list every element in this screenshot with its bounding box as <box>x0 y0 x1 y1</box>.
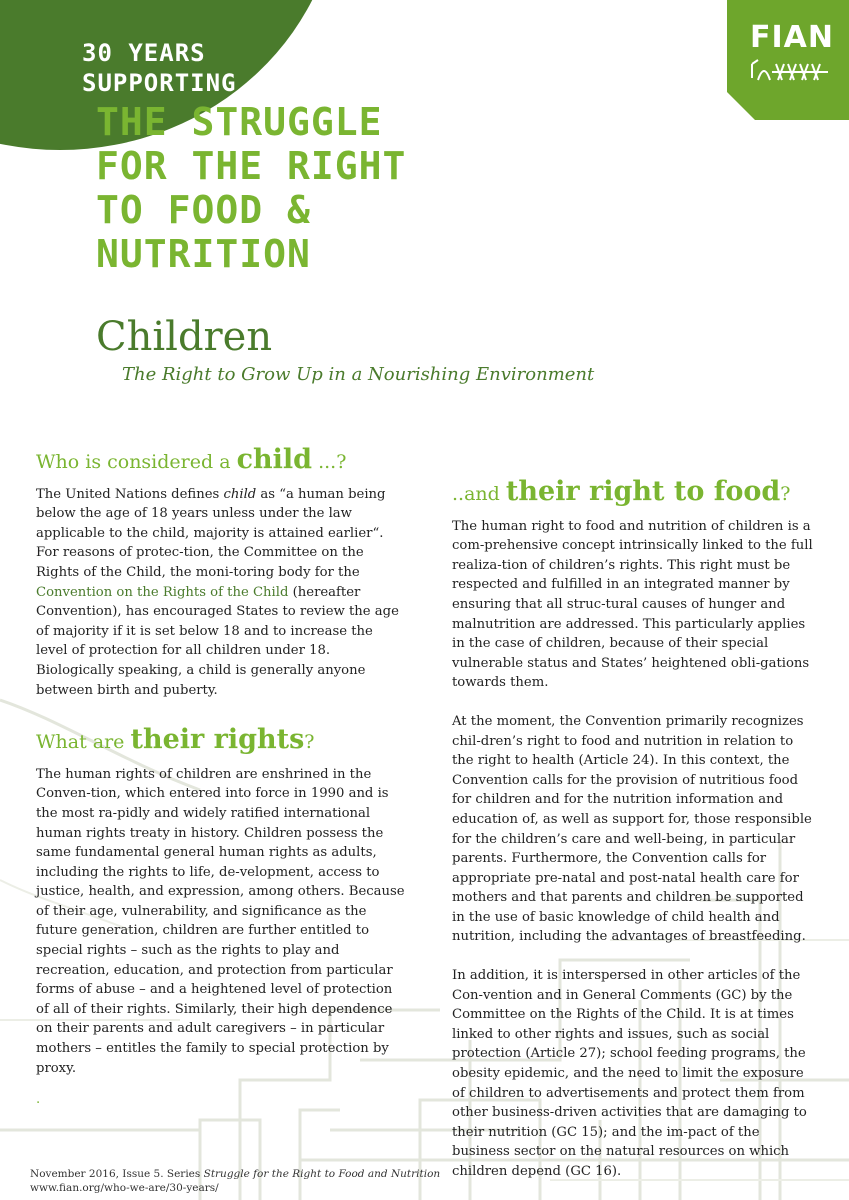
stray-mark: . <box>36 1092 41 1108</box>
paragraph-other-articles: In addition, it is interspersed in other articles of the Con-vention and in General Comments (GC) by the Committee on the Rights of the Child. It is at times linked to other rights and issues, such as social protection (Article 27); school feeding programs, the obesity epidemic, and the need to limit the exposure of children to advertisements and protect them from other business-driven activities that are damaging to their nutrition (GC 15); and the im-pact of the business sector on the natural resources on which children depend (GC 16). <box>452 968 807 1179</box>
section-heading-their-rights: What are their rights? <box>36 724 315 756</box>
convention-link[interactable]: Convention on the Rights of the Child <box>36 584 289 600</box>
paragraph-right-to-food-concept: The human right to food and nutrition of children is a com-prehensive concept intrinsically linked to the full realiza-tion of children’s rights. This right must be respected and fulfilled in an integrated manner by ensuring that all struc-tural causes of hunger and malnutrition are addressed. This particularly applies in the case of children, because of their special vulnerable status and States’ heightened obli-gations towards them. <box>452 518 813 691</box>
section-heading-who-is-a-child: Who is considered a child ...? <box>36 444 347 475</box>
page-subtitle: The Right to Grow Up in a Nourishing Environment <box>122 364 595 385</box>
section-heading-right-to-food: ..and their right to food? <box>452 476 791 507</box>
hero-kicker <box>82 38 237 98</box>
right-column <box>452 476 818 1182</box>
fian-logo[interactable]: FIAN <box>750 20 834 55</box>
hero-title-line-4: NUTRITION <box>96 232 311 276</box>
hero-title-line-3: TO FOOD & <box>96 188 311 232</box>
hero-title-line-1: THE STRUGGLE <box>96 100 383 144</box>
fian-logo-mark-icon <box>748 58 832 84</box>
paragraph-children-rights: The human rights of children are enshrined in the Conven-tion, which entered into force in 1990 and is the most ra-pidly and widely ratified international human rights treaty in history. Children possess the same fundamental general human rights as adults, including the rights to life, de-velopment, access to justice, health, and expression, among others. Because of their age, vulnerability, and significance as the future generation, children are further entitled to special rights – such as the rights to play and recreation, education, and protection from particular forms of abuse – and a heightened level of protection of all of their rights. Similarly, their high dependence on their parents and adult caregivers – in particular mothers – entitles the family to special protection by proxy. <box>36 766 405 1076</box>
hero-kicker-line-1: 30 YEARS <box>82 39 206 67</box>
hero-title-line-2: FOR THE RIGHT <box>96 144 407 188</box>
footer-issue-line: November 2016, Issue 5. Series Struggle for the Right to Food and Nutrition <box>30 1168 441 1180</box>
heading-keyword: their right to food <box>505 476 781 507</box>
paragraph-child-definition: The United Nations defines child as “a human being below the age of 18 years unless under the law applicable to the child, majority is attained earlier“. For reasons of protec-tion, the Committee on the Rights of the Child, the moni-toring body for the Convention on the Rights of the Child (hereafter Convention), has encouraged States to review the age of majority if it is set below 18 and to increase the level of protection for all children under 18. Biologically speaking, a child is generally anyone between birth and puberty. <box>36 486 399 698</box>
paragraph-convention-recognition: At the moment, the Convention primarily recognizes chil-dren’s right to food and nutrition in relation to the right to health (Article 24). In this context, the Convention calls for the provision of nutritious food for children and for the nutrition information and education of, as well as support for, those responsible for the children’s care and well-being, in particular parents. Furthermore, the Convention calls for appropriate pre-natal and post-natal health care for mothers and that parents and children be supported in the use of basic knowledge of child health and nutrition, including the advantages of breastfeeding. <box>452 713 812 945</box>
hero-kicker-line-2: SUPPORTING <box>82 69 237 97</box>
left-column <box>36 444 406 1110</box>
page-title: Children <box>96 314 273 360</box>
footer <box>30 1167 440 1195</box>
hero-title <box>96 100 406 276</box>
heading-keyword: child <box>236 444 313 475</box>
footer-url-link[interactable]: www.fian.org/who-we-are/30-years/ <box>30 1182 219 1194</box>
heading-keyword: their rights <box>130 724 305 756</box>
